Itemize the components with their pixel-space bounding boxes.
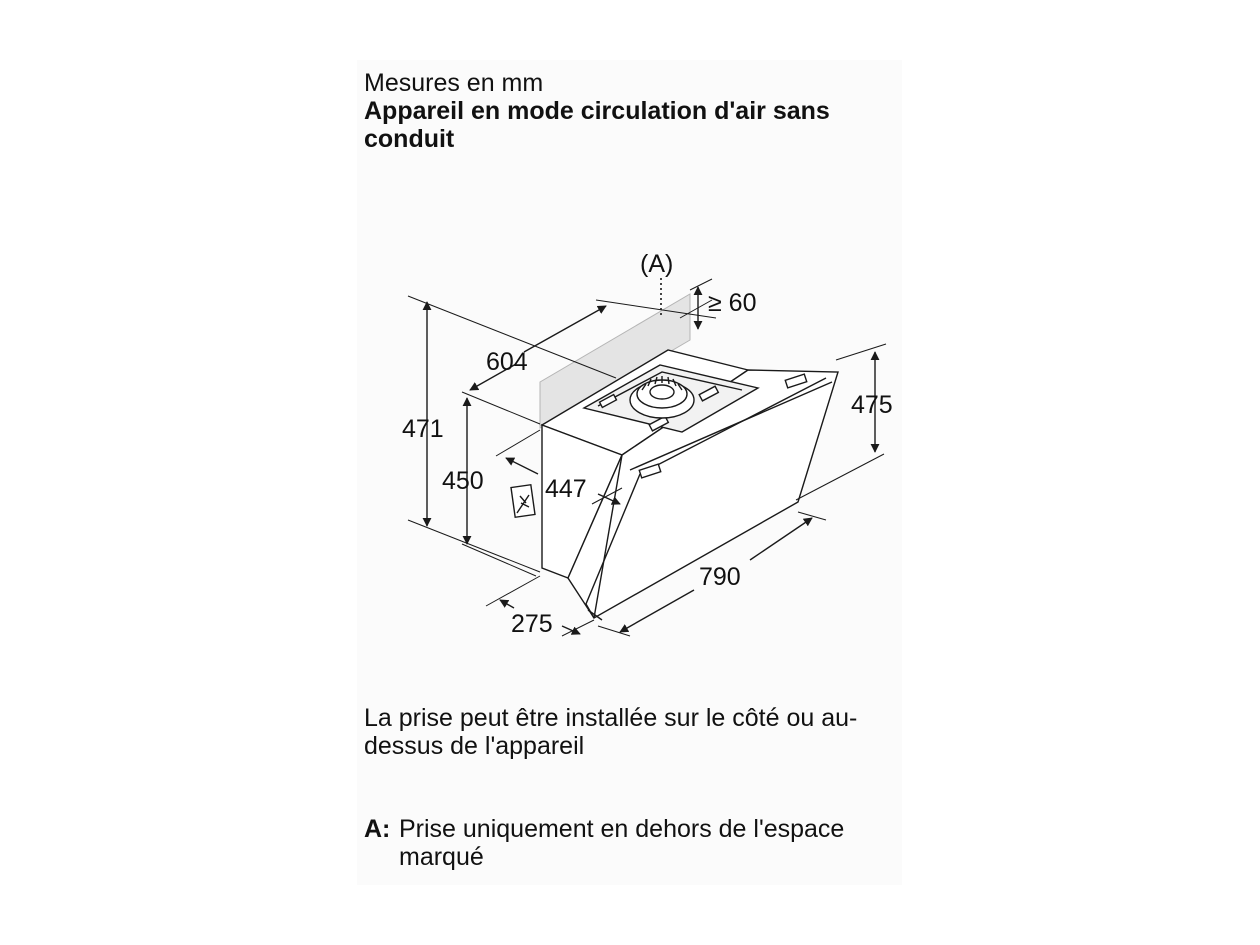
socket-icon	[511, 485, 535, 517]
dim-depth-275: 275	[511, 610, 553, 638]
dim-height-471: 471	[402, 415, 444, 443]
dim-clearance-top: ≥ 60	[708, 289, 757, 317]
unit-note: Mesures en mm	[364, 69, 544, 97]
legend-a-text: Prise uniquement en dehors de l'espace marqué	[399, 815, 845, 871]
dim-width-604: 604	[486, 348, 528, 376]
diagram-title: Appareil en mode circulation d'air sans conduit	[364, 97, 830, 153]
dim-line-447	[506, 458, 538, 474]
dim-length-790: 790	[699, 563, 741, 591]
dim-line-275	[500, 600, 514, 608]
dim-height-450: 450	[442, 467, 484, 495]
marker-a-label: (A)	[640, 250, 674, 278]
dim-line-604	[524, 306, 606, 352]
legend-a-letter: A:	[364, 815, 391, 843]
dim-depth-447: 447	[545, 475, 587, 503]
socket-placement-note: La prise peut être installée sur le côté ou au-dessus de l'appareil	[364, 704, 858, 760]
dim-height-475: 475	[851, 391, 893, 419]
